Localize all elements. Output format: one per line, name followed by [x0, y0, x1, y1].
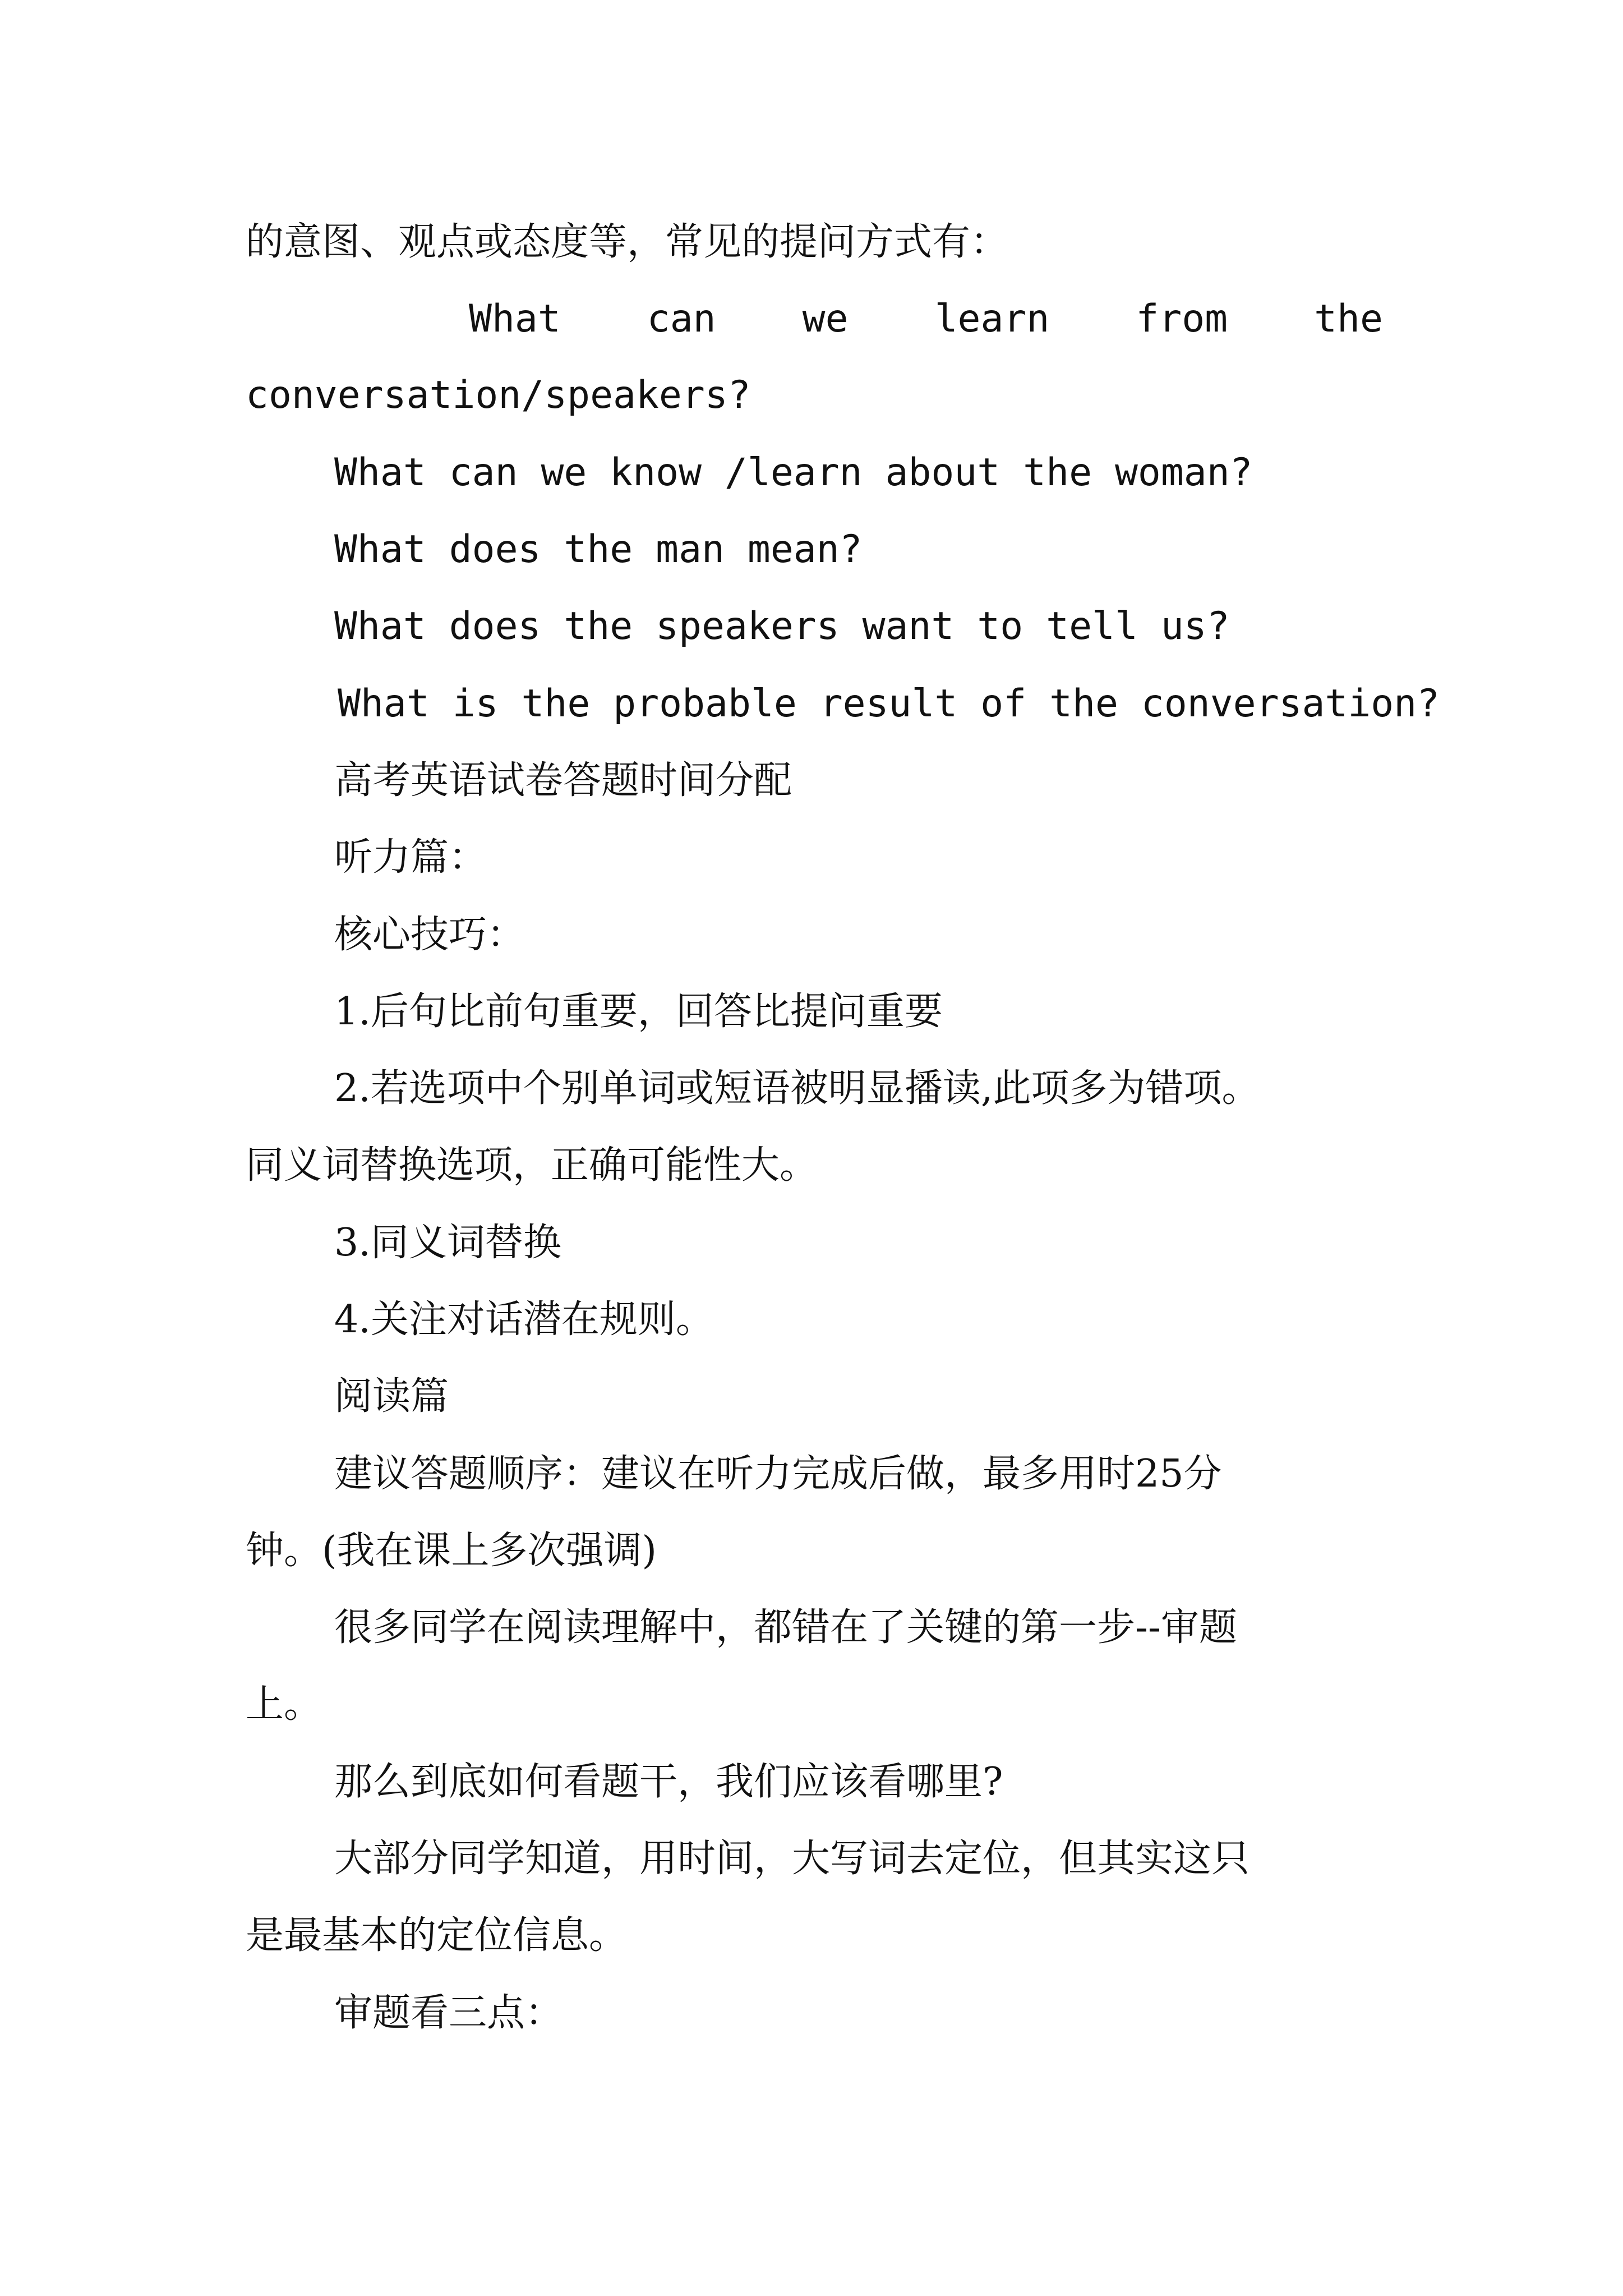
paragraph-line: 是最基本的定位信息。 [246, 1913, 628, 1958]
word: we [802, 297, 849, 341]
word: can [647, 297, 716, 341]
subheading: 核心技巧： [334, 913, 525, 957]
paragraph-line: 的意图、观点或态度等，常见的提问方式有： [246, 220, 1009, 264]
list-item: 3.同义词替换 [334, 1221, 561, 1265]
paragraph-line: 很多同学在阅读理解中，都错在了关键的第一步--审题 [334, 1605, 1237, 1650]
list-item: 2.若选项中个别单词或短语被明显播读,此项多为错项。 [334, 1066, 1260, 1111]
example-question: What can we know /learn about the woman? [334, 450, 1253, 495]
list-item: 1.后句比前句重要，回答比提问重要 [334, 990, 943, 1034]
example-question: What does the speakers want to tell us? [334, 604, 1230, 648]
word: from [1136, 297, 1228, 341]
list-item: 4.关注对话潜在规则。 [334, 1297, 714, 1342]
paragraph-line: conversation/speakers? [246, 373, 751, 417]
word: the [1314, 297, 1383, 341]
paragraph-line: 那么到底如何看题干，我们应该看哪里? [334, 1760, 1003, 1804]
paragraph-line: 钟。(我在课上多次强调) [246, 1529, 657, 1573]
justified-question-line [469, 294, 1383, 344]
paragraph-line: 审题看三点： [334, 1991, 564, 2035]
section-heading: 高考英语试卷答题时间分配 [334, 758, 792, 803]
word: What [469, 297, 561, 341]
section-heading: 阅读篇 [334, 1374, 449, 1419]
list-item-continuation: 同义词替换选项，正确可能性大。 [246, 1143, 818, 1188]
example-question: What does the man mean? [334, 527, 863, 572]
example-question: What is the probable result of the conversation? [338, 682, 1440, 726]
word: learn [934, 297, 1050, 341]
paragraph-line: 上。 [246, 1682, 322, 1727]
paragraph-line: 大部分同学知道，用时间，大写词去定位，但其实这只 [334, 1837, 1250, 1881]
paragraph-line: 建议答题顺序：建议在听力完成后做，最多用时25分 [334, 1452, 1222, 1496]
section-heading: 听力篇： [334, 835, 487, 880]
